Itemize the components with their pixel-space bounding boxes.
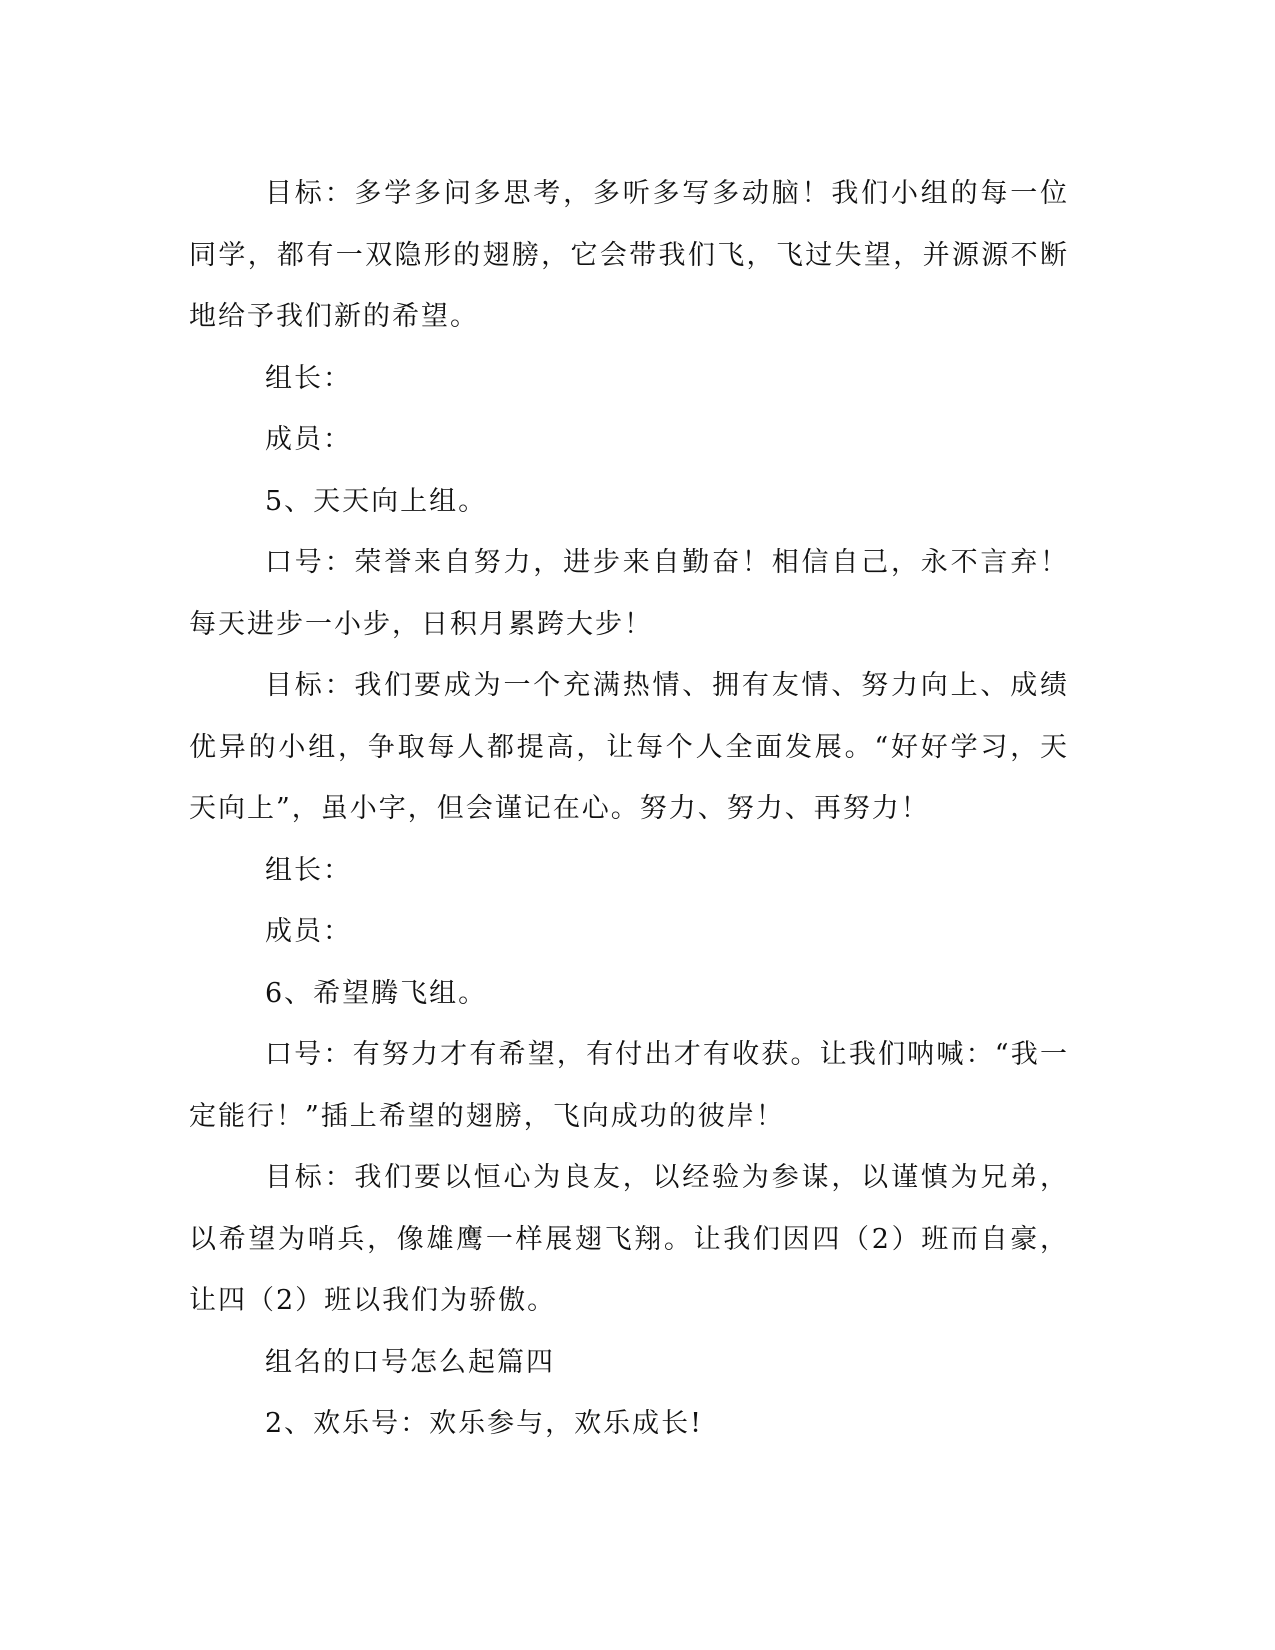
paragraph-goal-1: 目标：多学多问多思考，多听多写多动脑！我们小组的每一位同学，都有一双隐形的翅膀，它会带我们飞，飞过失望，并源源不断地给予我们新的希望。: [189, 178, 1069, 332]
paragraph-goal-5: 目标：我们要成为一个充满热情、拥有友情、努力向上、成绩优异的小组，争取每人都提高，让每个人全面发展。“好好学习，天天向上”，虽小字，但会谨记在心。努力、努力、再努力！: [189, 670, 1069, 824]
paragraph-goal-6: 目标：我们要以恒心为良友，以经验为参谋，以谨慎为兄弟，以希望为哨兵，像雄鹰一样展翅飞翔。让我们因四（2）班而自豪，让四（2）班以我们为骄傲。: [189, 1162, 1069, 1316]
paragraph-happy-slogan: 2、欢乐号：欢乐参与，欢乐成长!: [265, 1408, 704, 1439]
paragraph-members-1: 成员：: [265, 424, 352, 455]
paragraph-leader-5: 组长：: [265, 854, 352, 886]
document-body: [189, 163, 1069, 1455]
paragraph-slogan-6: 口号：有努力才有希望，有付出才有收获。让我们呐喊：“我一定能行！”插上希望的翅膀，飞向成功的彼岸！: [189, 1039, 1069, 1132]
paragraph-leader-1: 组长：: [265, 362, 352, 394]
paragraph-group-6-heading: 6、希望腾飞组。: [265, 977, 488, 1009]
paragraph-section-title: 组名的口号怎么起篇四: [265, 1346, 555, 1378]
paragraph-slogan-5: 口号：荣誉来自努力，进步来自勤奋！相信自己，永不言弃！每天进步一小步，日积月累跨大步！: [189, 547, 1069, 640]
paragraph-group-5-heading: 5、天天向上组。: [265, 485, 488, 517]
paragraph-members-5: 成员：: [265, 916, 352, 947]
